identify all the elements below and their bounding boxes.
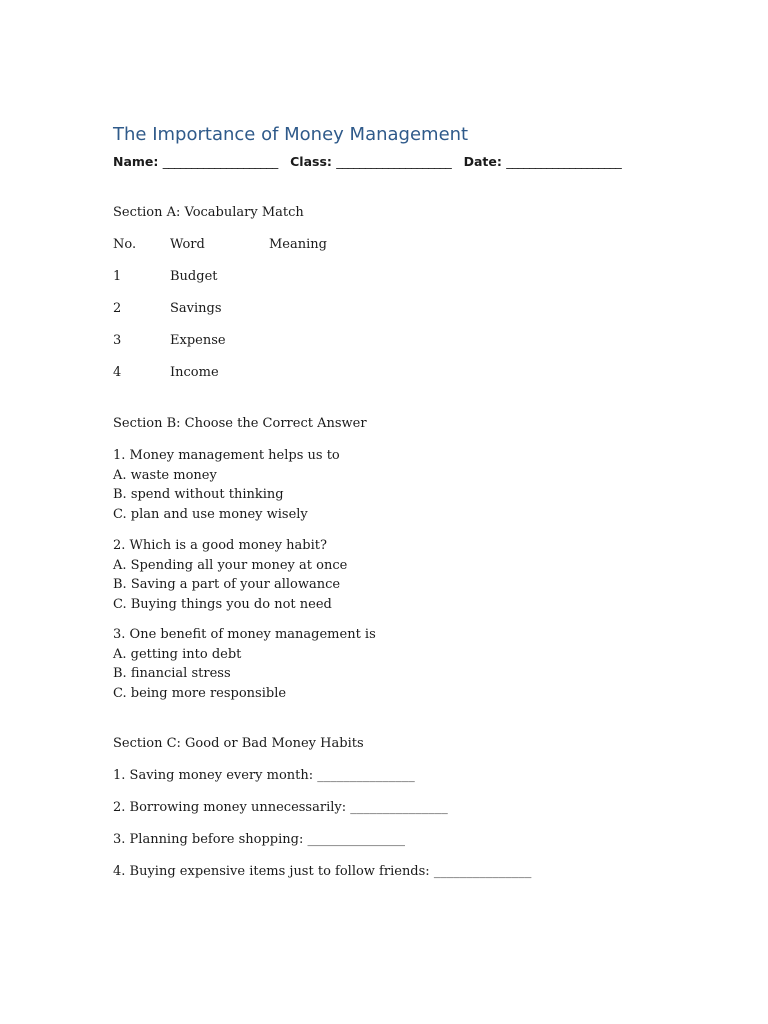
habit-item: 4. Buying expensive items just to follow friends: _______________ <box>113 864 532 879</box>
vocab-row-number: 3 <box>113 333 122 348</box>
column-header-word: Word <box>170 237 205 252</box>
section-a-heading: Section A: Vocabulary Match <box>113 205 304 220</box>
column-header-no: No. <box>113 237 137 252</box>
page-title: The Importance of Money Management <box>113 124 469 145</box>
name-blank: ____________________ <box>162 154 278 169</box>
section-b-heading: Section B: Choose the Correct Answer <box>113 416 367 431</box>
vocab-row-word: Income <box>170 365 219 380</box>
habit-item: 2. Borrowing money unnecessarily: _______________ <box>113 800 448 815</box>
section-c-heading: Section C: Good or Bad Money Habits <box>113 736 364 751</box>
vocab-row-word: Expense <box>170 333 226 348</box>
answer-option: A. waste money <box>113 467 217 483</box>
question-text: 2. Which is a good money habit? <box>113 538 327 553</box>
question-text: 1. Money management helps us to <box>113 448 340 463</box>
answer-option: A. Spending all your money at once <box>113 557 348 573</box>
vocab-row-word: Budget <box>170 269 218 284</box>
habit-item: 3. Planning before shopping: _______________ <box>113 832 405 847</box>
answer-option: B. spend without thinking <box>113 487 284 502</box>
column-header-meaning: Meaning <box>269 237 327 252</box>
question-text: 3. One benefit of money management is <box>113 627 376 642</box>
vocab-row-number: 4 <box>113 365 122 380</box>
answer-option: B. financial stress <box>113 666 231 681</box>
answer-option: B. Saving a part of your allowance <box>113 577 341 592</box>
question-block <box>113 446 340 524</box>
vocab-row-number: 2 <box>113 301 122 316</box>
student-info-line <box>113 154 629 169</box>
name-label: Name: <box>113 154 159 169</box>
date-label: Date: <box>463 154 502 169</box>
habit-item: 1. Saving money every month: _______________ <box>113 768 415 783</box>
vocab-row-word: Savings <box>170 301 222 316</box>
question-block <box>113 536 347 614</box>
class-blank: ____________________ <box>336 154 452 169</box>
vocab-row-number: 1 <box>113 269 122 284</box>
question-block <box>113 625 376 703</box>
class-label: Class: <box>290 154 332 169</box>
answer-option: A. getting into debt <box>113 646 242 662</box>
answer-option: C. being more responsible <box>113 685 287 701</box>
date-blank: ____________________ <box>506 154 622 169</box>
answer-option: C. plan and use money wisely <box>113 506 308 522</box>
answer-option: C. Buying things you do not need <box>113 596 332 612</box>
